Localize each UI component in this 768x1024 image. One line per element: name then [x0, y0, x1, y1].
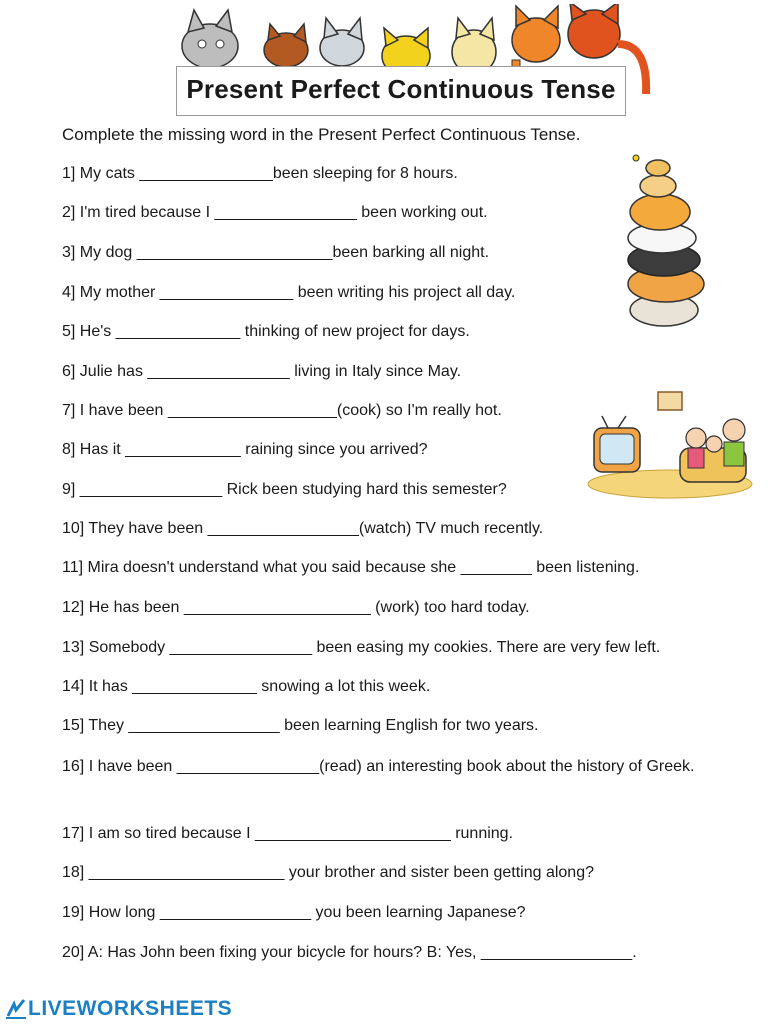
question-4[interactable]: 4] My mother _______________ been writing his project all day. [62, 284, 516, 301]
question-20[interactable]: 20] A: Has John been fixing your bicycle for hours? B: Yes, _________________. [62, 944, 637, 961]
footer-brand: LIVEWORKSHEETS [28, 997, 233, 1020]
question-13[interactable]: 13] Somebody ________________ been easing my cookies. There are very few left. [62, 639, 661, 656]
question-12[interactable]: 12] He has been _____________________ (work) too hard today. [62, 599, 530, 616]
question-14[interactable]: 14] It has ______________ snowing a lot this week. [62, 678, 431, 695]
question-3[interactable]: 3] My dog ______________________been barking all night. [62, 244, 490, 261]
page-title: Present Perfect Continuous Tense [186, 74, 616, 104]
question-7[interactable]: 7] I have been ___________________(cook) so I'm really hot. [62, 402, 502, 419]
family-tv-illustration [584, 388, 754, 500]
question-1[interactable]: 1] My cats _______________been sleeping for 8 hours. [62, 165, 458, 182]
question-18[interactable]: 18] ______________________ your brother and sister been getting along? [62, 864, 594, 881]
question-11[interactable]: 11] Mira doesn't understand what you said because she ________ been listening. [62, 559, 640, 576]
question-9[interactable]: 9] ________________ Rick been studying hard this semester? [62, 481, 507, 498]
question-16[interactable]: 16] I have been ________________(read) an interesting book about the history of Greek. [62, 758, 695, 775]
question-17[interactable]: 17] I am so tired because I ______________________ running. [62, 825, 514, 842]
question-10[interactable]: 10] They have been _________________(watch) TV much recently. [62, 520, 544, 537]
cat-silver-icon [320, 18, 364, 66]
cat-brown-icon [264, 24, 308, 67]
question-15[interactable]: 15] They _________________ been learning English for two years. [62, 717, 539, 734]
instructions: Complete the missing word in the Present Perfect Continuous Tense. [62, 125, 581, 144]
liveworksheets-logo-icon [4, 996, 28, 1022]
stacked-cats-illustration [618, 152, 718, 332]
question-19[interactable]: 19] How long _________________ you been learning Japanese? [62, 904, 526, 921]
question-2[interactable]: 2] I'm tired because I ________________ been working out. [62, 204, 488, 221]
question-6[interactable]: 6] Julie has ________________ living in Italy since May. [62, 363, 462, 380]
question-8[interactable]: 8] Has it _____________ raining since you arrived? [62, 441, 428, 458]
cat-gray-icon [182, 10, 238, 68]
question-5[interactable]: 5] He's ______________ thinking of new project for days. [62, 323, 470, 340]
